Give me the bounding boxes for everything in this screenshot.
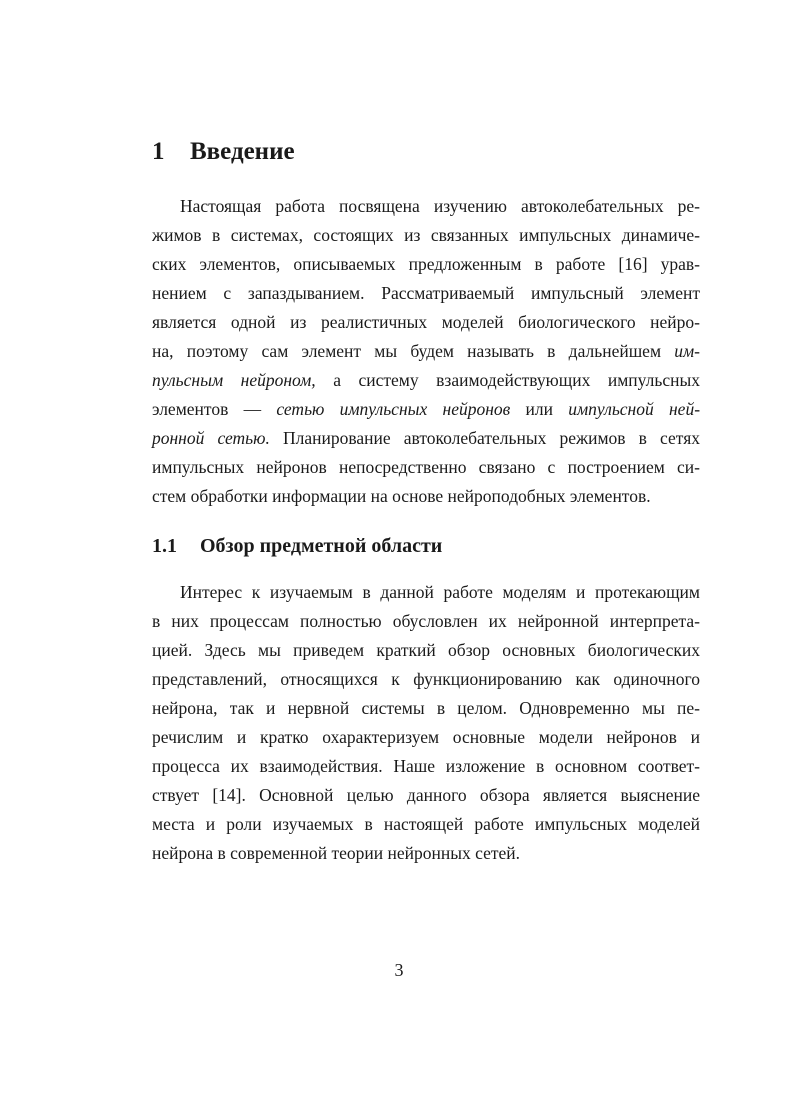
text-line: ствует [14]. Основной целью данного обзора является выяснение [152, 785, 700, 805]
text-line: стем обработки информации на основе нейроподобных элементов. [152, 486, 651, 506]
text-line: в них процессам полностью обусловлен их нейронной интерпрета- [152, 611, 700, 631]
text-line: процесса их взаимодействия. Наше изложение в основном соответ- [152, 756, 700, 776]
italic-term: импульсной ней- [568, 399, 701, 419]
italic-term: сетью импульсных нейронов [276, 399, 511, 419]
section-heading [152, 138, 295, 166]
intro-paragraph [152, 192, 700, 511]
text-line: нейрона в современной теории нейронных сетей. [152, 843, 521, 863]
italic-term: пульсным нейроном, [152, 370, 316, 390]
section-number: 1 [152, 138, 165, 165]
section-title: Введение [190, 138, 295, 165]
overview-paragraph [152, 578, 700, 868]
text-line: элементов — сетью импульсных нейронов или импульсной ней- [152, 399, 701, 419]
text-line: на, поэтому сам элемент мы будем называть в дальнейшем им- [152, 341, 700, 361]
text-line: Настоящая работа посвящена изучению автоколебательных ре- [180, 196, 700, 216]
text-line: нением с запаздыванием. Рассматриваемый импульсный элемент [152, 283, 700, 303]
subsection-title: Обзор предметной области [200, 535, 443, 557]
italic-term: ронной сетью. [152, 428, 270, 448]
text-line: жимов в системах, состоящих из связанных импульсных динамиче- [152, 225, 700, 245]
page-number: 3 [394, 960, 404, 980]
text-line: места и роли изучаемых в настоящей работе импульсных моделей [152, 814, 700, 834]
text-line: является одной из реалистичных моделей биологического нейро- [152, 312, 700, 332]
text-line: нейрона, так и нервной системы в целом. Одновременно мы пе- [152, 698, 700, 718]
text-line: речислим и кратко охарактеризуем основные модели нейронов и [152, 727, 700, 747]
text-line: ских элементов, описываемых предложенным в работе [16] урав- [152, 254, 700, 274]
text-line: пульсным нейроном, а систему взаимодействующих импульсных [152, 370, 700, 390]
text-line: Интерес к изучаемым в данной работе моделям и протекающим [180, 582, 700, 602]
subsection-heading [152, 535, 442, 558]
text-line: представлений, относящихся к функционированию как одиночного [152, 669, 700, 689]
text-line: импульсных нейронов непосредственно связано с построением си- [152, 457, 700, 477]
subsection-number: 1.1 [152, 535, 177, 557]
italic-term: им- [674, 341, 700, 361]
text-line: ронной сетью. Планирование автоколебательных режимов в сетях [152, 428, 700, 448]
text-line: цией. Здесь мы приведем краткий обзор основных биологических [152, 640, 700, 660]
